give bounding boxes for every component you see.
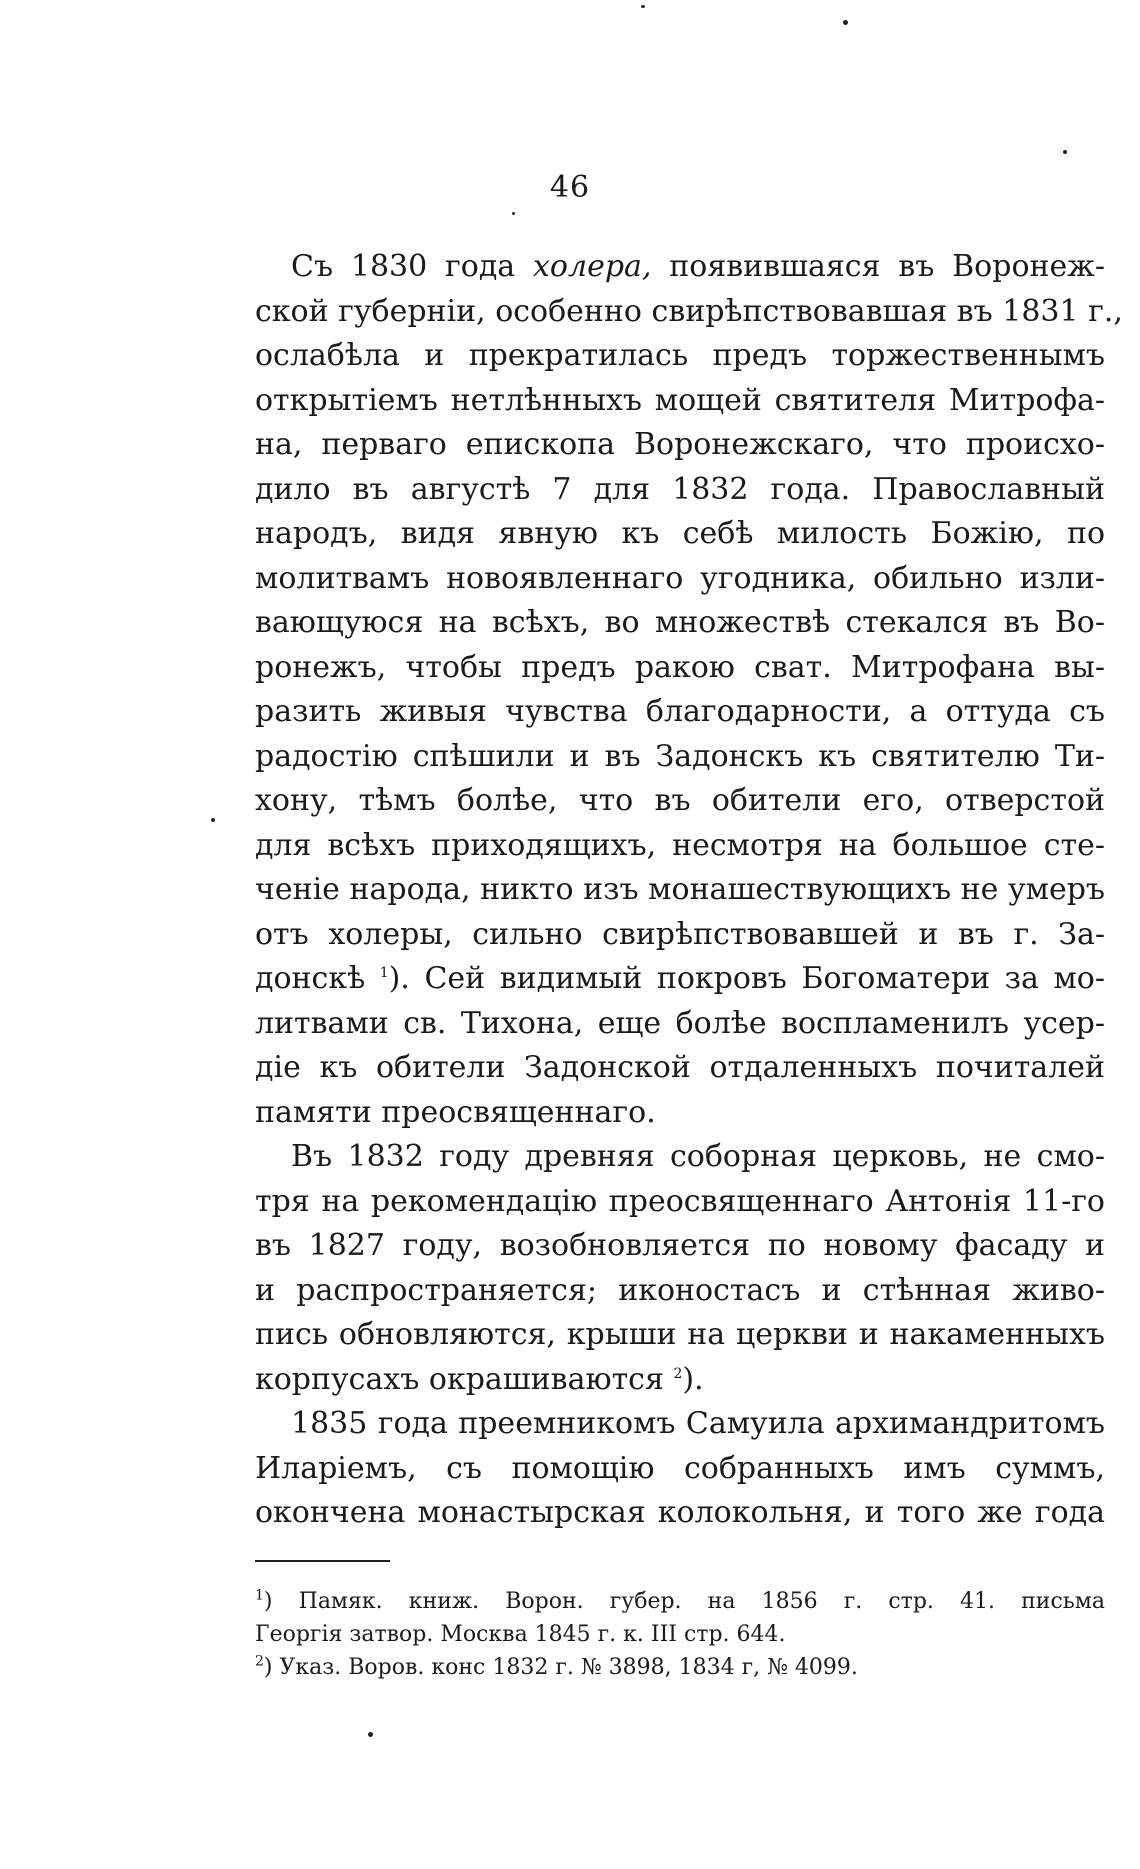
text-line: въ 1827 году, возобновляется по новому фасаду и bbox=[255, 1228, 1105, 1263]
footnote-ref: 2 bbox=[673, 1365, 683, 1382]
scan-speck bbox=[641, 5, 645, 8]
footnotes bbox=[255, 1585, 1105, 1684]
footnote-mark: 2 bbox=[255, 1653, 264, 1670]
text-line: 1835 года преемникомъ Самуила архимандритомъ bbox=[291, 1406, 1105, 1441]
scan-speck bbox=[1063, 150, 1067, 154]
text-line: радостію спѣшили и въ Задонскъ къ святителю Ти- bbox=[255, 738, 1105, 774]
body-text bbox=[255, 245, 1123, 1536]
text-line: окончена монастырская колокольня, и того же года bbox=[255, 1495, 1105, 1530]
text-line: для всѣхъ приходящихъ, несмотря на большое сте- bbox=[255, 827, 1105, 863]
text-line: тря на рекомендацію преосвященнаго Антонія 11-го bbox=[255, 1183, 1105, 1219]
text-line: Въ 1832 году древняя соборная церковь, не смо- bbox=[291, 1139, 1105, 1174]
text-line: Иларіемъ, съ помощію собранныхъ имъ суммъ, bbox=[255, 1450, 1105, 1486]
text-line: отъ холеры, сильно свирѣпствовавшей и въ г. За- bbox=[255, 916, 1105, 952]
footnote-divider bbox=[255, 1560, 390, 1562]
text-line: литвами св. Тихона, еще болѣе воспламенилъ усер- bbox=[255, 1005, 1105, 1041]
text-line: открытіемъ нетлѣнныхъ мощей святителя Митрофа- bbox=[255, 382, 1105, 418]
text-line: и распространяется; иконостасъ и стѣнная живо- bbox=[255, 1272, 1105, 1308]
footnote-ref: 1 bbox=[379, 965, 389, 981]
footnote-line: Георгія затвор. Москва 1845 г. к. III стр. 644. bbox=[255, 1622, 786, 1647]
text-line: корпусахъ окрашиваются $^2$). bbox=[255, 1361, 704, 1397]
text-line: памяти преосвященнаго. bbox=[255, 1094, 656, 1130]
text-line: ослабѣла и прекратилась предъ торжественнымъ bbox=[255, 338, 1105, 373]
text-line: дило въ августѣ 7 для 1832 года. Православный bbox=[255, 471, 1105, 507]
text-line: хону, тѣмъ болѣе, что въ обители его, отверстой bbox=[255, 783, 1105, 818]
text-line: молитвамъ новоявленнаго угодника, обильно изли- bbox=[255, 560, 1105, 596]
scan-speck bbox=[368, 1732, 373, 1737]
footnote-line: $^1$) Памяк. книж. Ворон. губер. на 1856 г. стр. 41. письма bbox=[255, 1587, 1105, 1614]
scan-speck bbox=[512, 212, 515, 215]
text-line: на, перваго епископа Воронежскаго, что происхо- bbox=[255, 427, 1105, 462]
text-line: ронежъ, чтобы предъ ракою сват. Митрофана вы- bbox=[255, 649, 1105, 685]
footnote-line: $^2$) Указ. Воров. конс 1832 г. № 3898, 1834 г, № 4099. bbox=[255, 1653, 858, 1680]
text-line: пись обновляются, крыши на церкви и накаменныхъ bbox=[255, 1317, 1105, 1352]
scan-speck bbox=[843, 20, 848, 25]
text-line: народъ, видя явную къ себѣ милость Божію, по bbox=[255, 516, 1105, 551]
page-number: 46 bbox=[549, 170, 591, 205]
text-line: діе къ обители Задонской отдаленныхъ почиталей bbox=[255, 1050, 1105, 1085]
text-line: ской губерніи, особенно свирѣпствовавшая въ 1831 г., bbox=[255, 293, 1123, 329]
emphasized-word: холера, bbox=[533, 249, 652, 284]
text-line: донскѣ $^1$). Сей видимый покровъ Богоматери за мо- bbox=[255, 961, 1105, 996]
text-line: вающуюся на всѣхъ, во множествѣ стекался въ Во- bbox=[255, 605, 1105, 640]
text-line: ченіе народа, никто изъ монашествующихъ не умеръ bbox=[255, 872, 1105, 907]
footnote-mark: 1 bbox=[255, 1587, 264, 1604]
text-line: разить живыя чувства благодарности, а оттуда съ bbox=[255, 694, 1105, 729]
scan-speck bbox=[211, 818, 215, 822]
text-line: Съ 1830 года холера, появившаяся въ Воронеж- bbox=[291, 249, 1105, 284]
